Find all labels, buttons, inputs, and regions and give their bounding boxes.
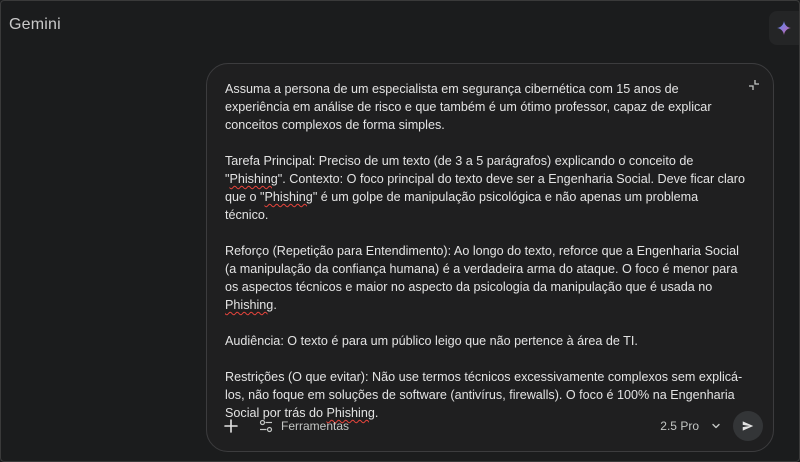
send-icon bbox=[741, 419, 755, 433]
composer-toolbar bbox=[207, 411, 773, 441]
misspelled-word: Phishing bbox=[229, 172, 278, 186]
prompt-composer[interactable] bbox=[206, 63, 774, 452]
app-title: Gemini bbox=[9, 16, 61, 33]
misspelled-word: Phishing bbox=[264, 190, 313, 204]
misspelled-word: Phishing bbox=[225, 298, 274, 312]
prompt-text-segment: Audiência: O texto é para um público leigo que não pertence à área de TI. bbox=[225, 334, 638, 348]
chevron-down-icon bbox=[711, 421, 721, 431]
prompt-text-segment: Tarefa Principal: Preciso de um texto (de 3 a 5 parágrafos) explicando o conceito de " bbox=[225, 154, 694, 186]
send-button[interactable] bbox=[733, 411, 763, 441]
prompt-input[interactable] bbox=[225, 80, 745, 440]
prompt-paragraph bbox=[225, 332, 745, 350]
misspelled-word: Phishing bbox=[326, 406, 375, 420]
collapse-icon[interactable] bbox=[747, 78, 761, 92]
gemini-spark-button[interactable] bbox=[769, 11, 799, 45]
prompt-text-segment: Reforço (Repetição para Entendimento): Ao longo do texto, reforce que a Engenharia Social (a manipulação da confiança humana) é a verdadeira arma do ataque. O foco é menor para os aspectos técnicos e maior no aspecto da psicologia da manipulação que é usada no bbox=[225, 244, 739, 294]
prompt-text-segment: Restrições (O que evitar): Não use termos técnicos excessivamente complexos sem explicá-los, não foque em soluções de software (antivírus, firewalls). O foco é 100% na Engenharia Social por trás do bbox=[225, 370, 743, 420]
gemini-spark-icon bbox=[777, 21, 791, 35]
plus-icon bbox=[224, 419, 238, 433]
tools-label: Ferramentas bbox=[281, 419, 350, 433]
tools-sliders-icon bbox=[259, 419, 273, 433]
prompt-text-segment: ". Contexto: O foco principal do texto deve ser a Engenharia Social. Deve ficar claro que o " bbox=[225, 172, 745, 204]
prompt-paragraph bbox=[225, 80, 745, 134]
prompt-text-segment: " é um golpe de manipulação psicológica e não apenas um problema técnico. bbox=[225, 190, 699, 222]
prompt-paragraph bbox=[225, 152, 745, 224]
prompt-text-segment: . bbox=[374, 406, 379, 420]
prompt-paragraph bbox=[225, 242, 745, 314]
add-button[interactable] bbox=[221, 411, 241, 441]
prompt-text-segment: . bbox=[273, 298, 277, 312]
model-label: 2.5 Pro bbox=[660, 419, 699, 433]
tools-button[interactable] bbox=[259, 411, 349, 441]
model-selector[interactable] bbox=[660, 411, 721, 441]
prompt-text-segment: Assuma a persona de um especialista em segurança cibernética com 15 anos de experiência em análise de risco e que também é um ótimo professor, capaz de explicar conceitos complexos de forma simples. bbox=[225, 82, 712, 132]
